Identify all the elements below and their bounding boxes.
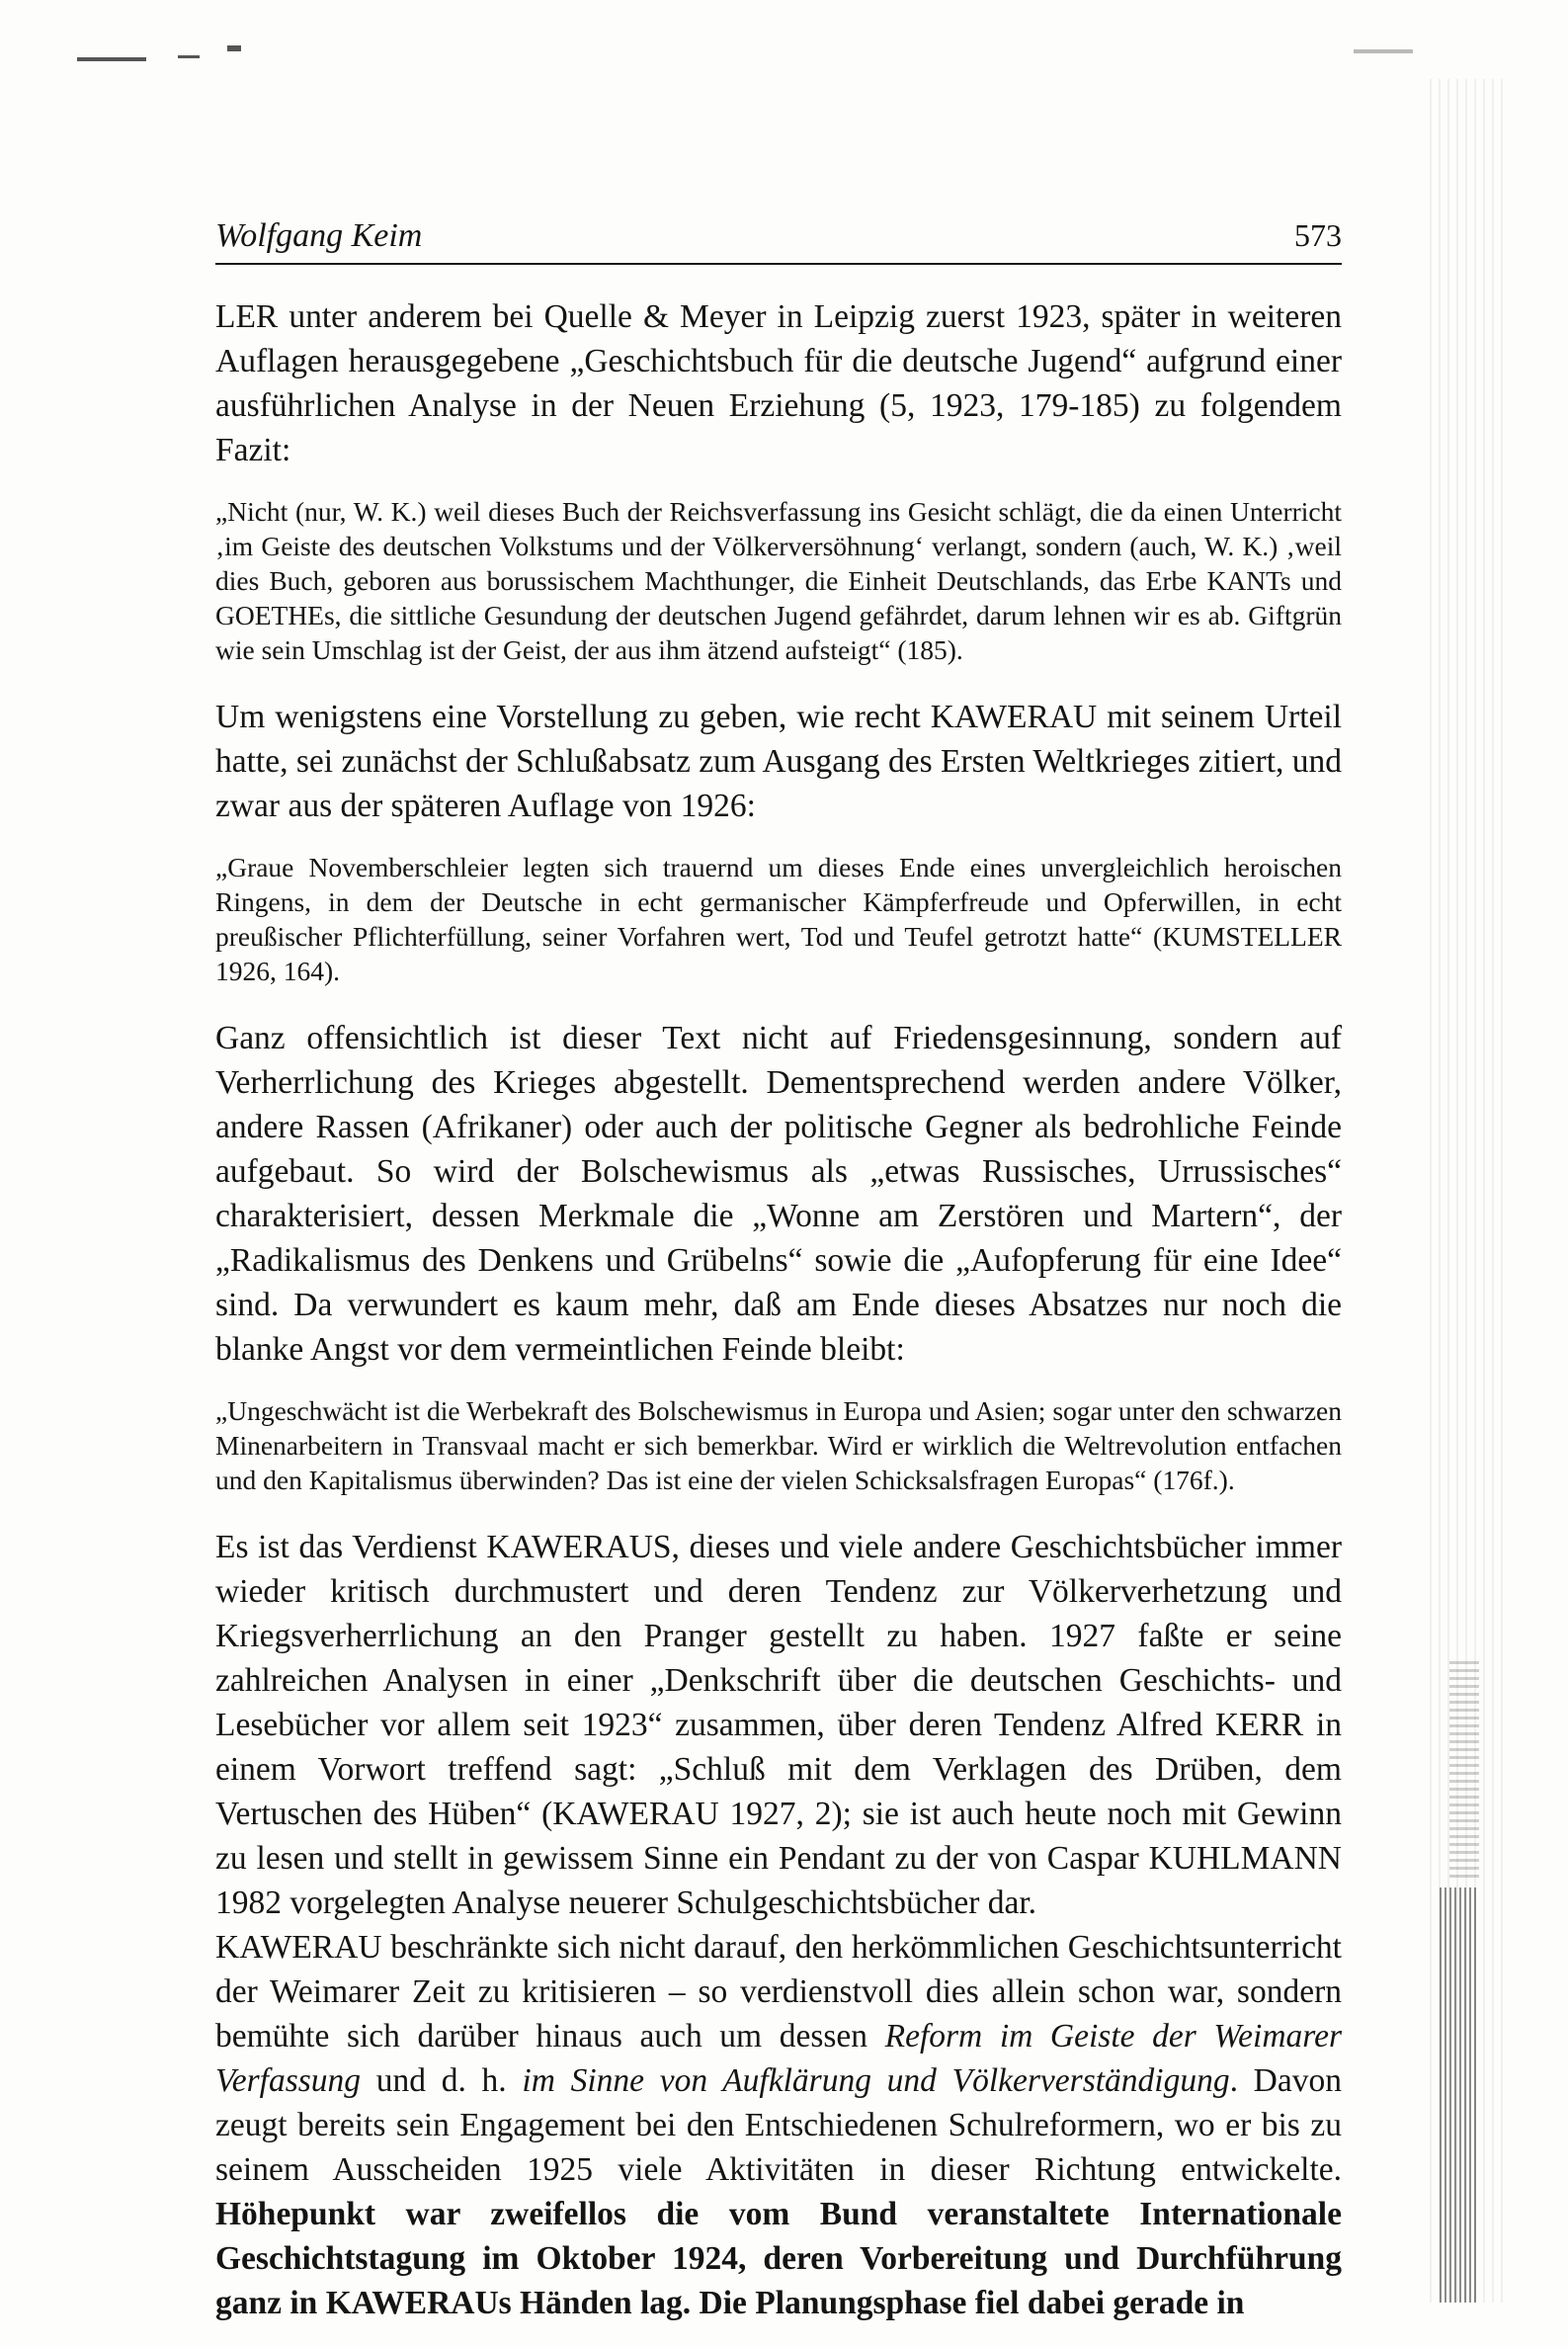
running-head xyxy=(215,217,1342,265)
scan-edge-shadow xyxy=(1430,79,1509,2303)
paragraph-5-text-a: KAWERAU beschränkte sich nicht darauf, den herkömmlichen Geschichtsunterricht der Weimarer Zeit zu kritisieren – so verdienstvoll dies allein schon war, sondern bemühte sich darüber hinaus auch um dessen xyxy=(215,1929,1342,2054)
paragraph-4: Es ist das Verdienst KAWERAUS, dieses und viele andere Geschichtsbücher immer wieder kritisch durchmustert und deren Tendenz zur Völkerverhetzung und Kriegsverherrlichung an den Pranger gestellt zu haben. 1927 faßte er seine zahlreichen Analysen in einer „Denkschrift über die deutschen Geschichts- und Lesebücher vor allem seit 1923“ zusammen, über deren Tendenz Alfred KERR in einem Vorwort treffend sagt: „Schluß mit dem Verklagen des Drüben, dem Vertuschen des Hüben“ (KAWERAU 1927, 2); sie ist auch heute noch mit Gewinn zu lesen und stellt in gewissem Sinne ein Pendant zu der von Caspar KUHLMANN 1982 vorgelegten Analyse neuerer Schulgeschichtsbücher dar. xyxy=(215,1529,1342,1921)
block-quote-2: „Graue Novemberschleier legten sich trauernd um dieses Ende eines unvergleichlich heroischen Ringens, in dem der Deutsche in echt germanischer Kämpferfreude und Opferwillen, in echt preußischer Pflichterfüllung, seiner Vorfahren wert, Tod und Teufel getrotzt hatte“ (KUMSTELLER 1926, 164). xyxy=(215,852,1342,986)
paragraph-1: LER unter anderem bei Quelle & Meyer in Leipzig zuerst 1923, später in weiteren Auflagen herausgegebene „Geschichtsbuch für die deutsche Jugend“ aufgrund einer ausführlichen Analyse in der Neuen Erziehung (5, 1923, 179-185) zu folgendem Fazit: xyxy=(215,298,1342,468)
author-name: Wolfgang Keim xyxy=(215,217,423,254)
paragraph-5-text-b: und d. h. xyxy=(361,2062,523,2099)
paragraph-5-bold-text: Höhepunkt war zweifellos die vom Bund veranstaltete Internationale Geschichtstagung im Oktober 1924, deren Vorbereitung und Durchführung ganz in KAWERAUs Händen lag. Die Planungsphase fiel dabei gerade in xyxy=(215,2196,1342,2321)
paragraph-2: Um wenigstens eine Vorstellung zu geben, wie recht KAWERAU mit seinem Urteil hatte, sei zunächst der Schlußabsatz zum Ausgang des Ersten Weltkrieges zitiert, und zwar aus der späteren Auflage von 1926: xyxy=(215,699,1343,824)
page-number: 573 xyxy=(1294,217,1342,253)
paragraph-3: Ganz offensichtlich ist dieser Text nicht auf Friedensgesinnung, sondern auf Verherrlichung des Krieges abgestellt. Dementsprechend werden andere Völker, andere Rassen (Afrikaner) oder auch der politische Gegner als bedrohliche Feinde aufgebaut. So wird der Bolschewismus als „etwas Russisches, Urrussisches“ charakterisiert, dessen Merkmale die „Wonne am Zerstören und Martern“, der „Radikalismus des Denkens und Grübelns“ sowie die „Aufopferung für eine Idee“ sind. Da verwundert es kaum mehr, daß am Ende dieses Absatzes nur noch die blanke Angst vor dem vermeintlichen Feinde bleibt: xyxy=(215,1020,1342,1368)
paragraph-5-emphasis-1: Reform im Geiste der Weimarer Verfassung xyxy=(215,2018,1342,2099)
block-quote-1: „Nicht (nur, W. K.) weil dieses Buch der Reichsverfassung ins Gesicht schlägt, die da einen Unterricht ‚im Geiste des deutschen Volkstums und der Völkerversöhnung‘ verlangt, sondern (auch, W. K.) ‚weil dies Buch, geboren aus borussischem Machthunger, die Einheit Deutschlands, das Erbe KANTs und GOETHEs, die sittliche Gesundung der deutschen Jugend gefährdet, darum lehnen wir es ab. Giftgrün wie sein Umschlag ist der Geist, der aus ihm ätzend aufsteigt“ (185). xyxy=(215,496,1342,665)
block-quote-3: „Ungeschwächt ist die Werbekraft des Bolschewismus in Europa und Asien; sogar unter den schwarzen Minenarbeitern in Transvaal macht er sich bemerkbar. Wird er wirklich die Weltrevolution entfachen und den Kapitalismus überwinden? Das ist eine der vielen Schicksalsfragen Europas“ (176f.). xyxy=(215,1395,1342,1495)
document-page xyxy=(215,217,1342,2347)
paragraph-5 xyxy=(215,1925,1342,2325)
paragraph-5-text-c: . Davon zeugt bereits sein Engagement bei den Entschiedenen Schulreformern, wo er bis zu seinem Ausscheiden 1925 viele Aktivitäten in dieser Richtung entwickelte. xyxy=(215,2062,1342,2188)
paragraph-5-emphasis-2: im Sinne von Aufklärung und Völkerverständigung xyxy=(522,2062,1230,2099)
scan-artifacts xyxy=(69,40,1452,69)
